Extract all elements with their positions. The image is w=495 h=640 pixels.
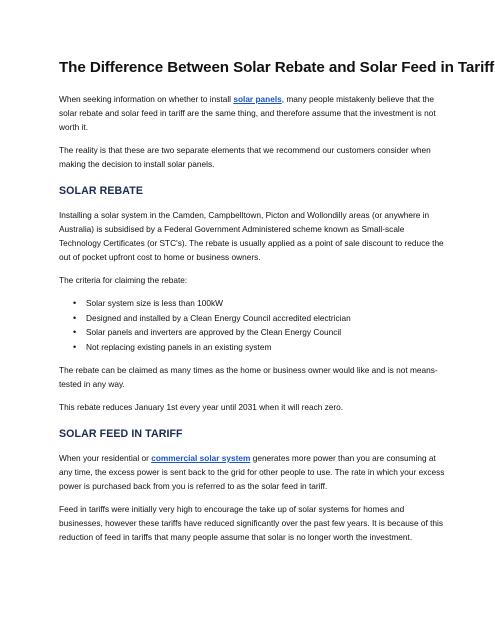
reality-paragraph: The reality is that these are two separate elements that we recommend our customers consider when making the decision to install solar panels. [59,145,431,169]
intro-text-start: When seeking information on whether to install [59,94,234,104]
page-title: The Difference Between Solar Rebate and Solar Feed in Tariff [59,59,495,76]
criteria-item: • Solar system size is less than 100kW [86,296,447,311]
commercial-solar-system-link[interactable]: commercial solar system [151,453,251,463]
document-page [59,58,495,553]
criteria-intro: The criteria for claiming the rebate: [59,275,188,285]
criteria-list [59,296,447,354]
claims-paragraph: The rebate can be claimed as many times as the home or business owner would like and is not means-tested in any way. [59,365,438,389]
solar-rebate-heading: SOLAR REBATE [59,185,143,197]
feed-paragraph-2: Feed in tariffs were initially very high to encourage the take up of solar systems for homes and businesses, however these tariffs have reduced significantly over the past few years. It is because of this reduction of feed in tariffs that many people assume that solar is no longer worth the investment. [59,504,444,542]
criteria-item: • Designed and installed by a Clean Energy Council accredited electrician [86,311,447,326]
solar-panels-link[interactable]: solar panels [233,94,282,104]
feed-text-end: generates more power than you are consuming at any time, the excess power is sent back to the grid for other people to use. The rate in which your excess power is purchased back from you is referred to as the solar feed in tariff. [59,453,445,491]
feed-text-start: When your residential or [59,453,152,463]
rebate-paragraph: Installing a solar system in the Camden, Campbelltown, Picton and Wollondilly areas (or anywhere in Australia) is subsidised by a Federal Government Administered scheme known as Small-scale Technology Certificates (or STC's). The rebate is usually applied as a point of sale discount to reduce the out of pocket upfront cost to home or business owners. [59,210,444,262]
solar-feed-in-tariff-heading: SOLAR FEED IN TARIFF [59,428,183,440]
feed-paragraph-1 [59,451,447,493]
criteria-item: • Solar panels and inverters are approved by the Clean Energy Council [86,325,447,340]
intro-text-end: , many people mistakenly believe that the solar rebate and solar feed in tariff are the same thing, and therefore assume that the investment is not worth it. [59,94,436,132]
reduction-paragraph: This rebate reduces January 1st every year until 2031 when it will reach zero. [59,402,344,412]
criteria-item: • Not replacing existing panels in an existing system [86,340,447,355]
intro-paragraph [59,92,447,134]
